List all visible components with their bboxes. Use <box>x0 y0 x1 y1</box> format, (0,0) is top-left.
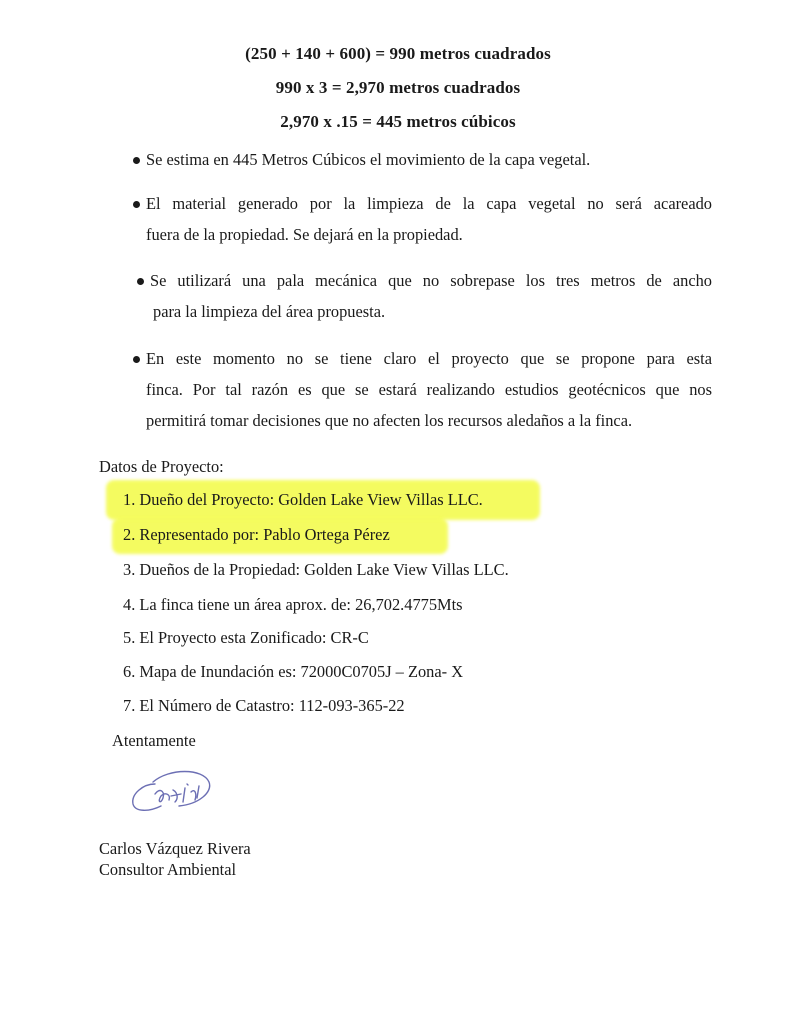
bullet-text-continued: para la limpieza del área propuesta. <box>153 302 386 321</box>
signer-title: Consultor Ambiental <box>99 860 237 879</box>
project-item-5: 5. El Proyecto esta Zonificado: CR-C <box>123 628 369 647</box>
bullet-text: En este momento no se tiene claro el proyecto que se propone para esta <box>146 349 712 368</box>
bullet-text: Se estima en 445 Metros Cúbicos el movimiento de la capa vegetal. <box>146 150 591 169</box>
bullet-item-3 <box>137 265 712 327</box>
handwritten-signature <box>125 762 225 822</box>
bullet-dot-icon <box>133 356 140 363</box>
project-item-7: 7. El Número de Catastro: 112-093-365-22 <box>123 696 405 715</box>
bullet-dot-icon <box>133 157 140 164</box>
project-data-heading: Datos de Proyecto: <box>99 457 224 476</box>
bullet-item-4 <box>133 343 712 436</box>
project-item-3: 3. Dueños de la Propiedad: Golden Lake View Villas LLC. <box>123 560 509 579</box>
bullet-text-continued: fuera de la propiedad. Se dejará en la propiedad. <box>146 225 463 244</box>
bullet-item-1 <box>133 144 713 175</box>
bullet-text-continued: finca. Por tal razón es que se estará realizando estudios geotécnicos que nos <box>146 380 712 399</box>
bullet-dot-icon <box>133 201 140 208</box>
signer-name: Carlos Vázquez Rivera <box>99 839 251 858</box>
project-item-1: 1. Dueño del Proyecto: Golden Lake View Villas LLC. <box>123 490 483 509</box>
bullet-text: Se utilizará una pala mecánica que no sobrepase los tres metros de ancho <box>150 271 712 290</box>
closing-text: Atentamente <box>112 731 196 750</box>
bullet-dot-icon <box>137 278 144 285</box>
calculation-line-3: 2,970 x .15 = 445 metros cúbicos <box>280 112 516 131</box>
bullet-text-continued: permitirá tomar decisiones que no afecten los recursos aledaños a la finca. <box>146 411 633 430</box>
bullet-item-2 <box>133 188 712 250</box>
bullet-text: El material generado por la limpieza de la capa vegetal no será acareado <box>146 194 712 213</box>
calculation-line-2: 990 x 3 = 2,970 metros cuadrados <box>275 78 521 97</box>
project-item-2: 2. Representado por: Pablo Ortega Pérez <box>123 525 390 544</box>
project-item-6: 6. Mapa de Inundación es: 72000C0705J – Zona- X <box>123 662 464 681</box>
calculation-line-1: (250 + 140 + 600) = 990 metros cuadrados <box>245 44 551 63</box>
project-item-4: 4. La finca tiene un área aprox. de: 26,702.4775Mts <box>123 595 463 614</box>
